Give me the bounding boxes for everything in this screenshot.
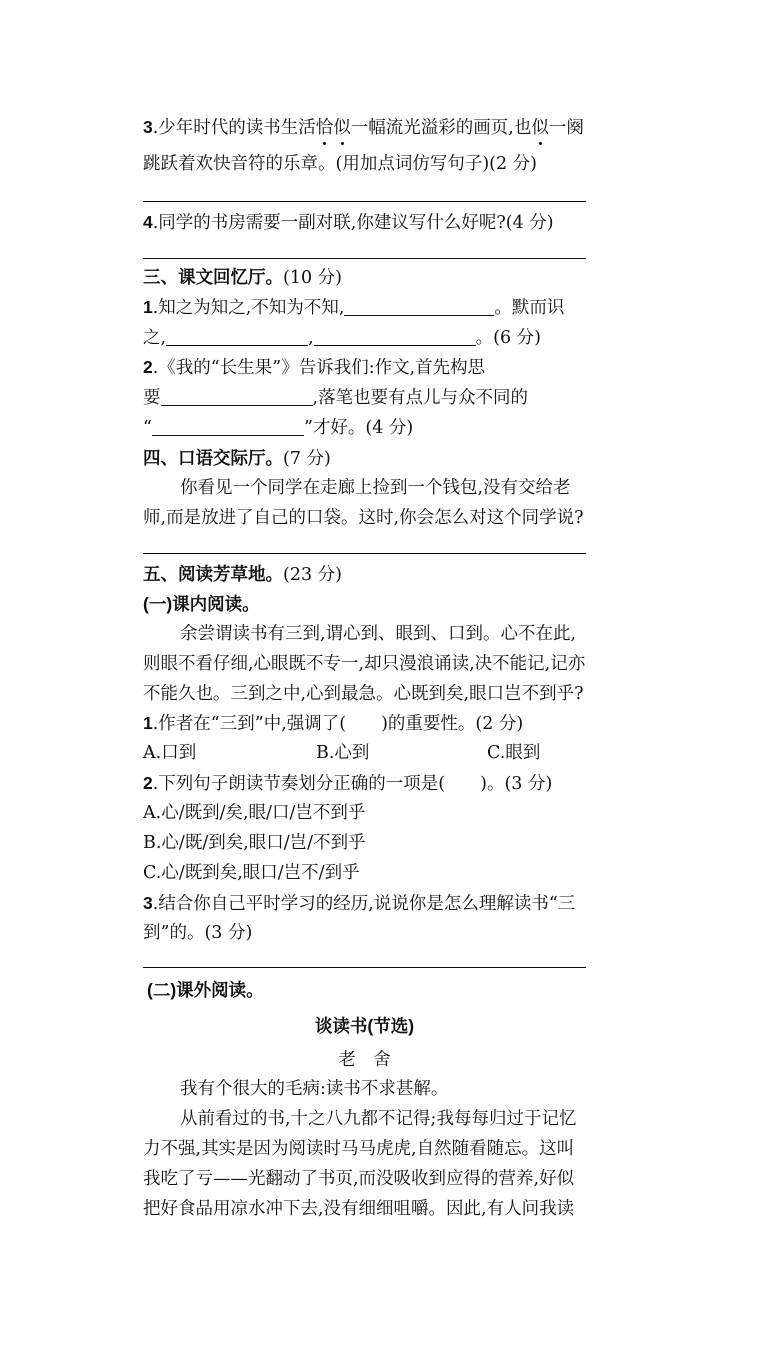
q3-text-b: 一幅流光溢彩的画页,也 (350, 118, 532, 138)
sec5-passage-line2: 则眼不看仔细,心眼既不专一,却只漫浪诵读,决不能记,记亦 (143, 654, 586, 674)
q4-number: 4 (143, 212, 153, 232)
q3-number: 3 (143, 117, 153, 137)
q3-line1 (143, 115, 584, 140)
sec3-q1-text-a: .知之为知之,不知为不知, (152, 298, 345, 318)
article-p2-line3: 我吃了亏——光翻动了书页,而没吸收到应得的营养,好似 (143, 1169, 575, 1189)
sec4-paragraph-line2: 师,而是放进了自己的口袋。这时,你会怎么对这个同学说? (143, 508, 584, 528)
sec5-q2-number: 2 (143, 773, 153, 793)
sec5-passage-line3: 不能久也。三到之中,心到最急。心既到矣,眼口岂不到乎? (143, 684, 584, 704)
sec3-q1-blank-2[interactable] (166, 325, 308, 346)
sec3-q2-blank-2[interactable] (152, 415, 304, 436)
sec3-heading (143, 265, 342, 290)
article-title: 谈读书(节选) (314, 1016, 415, 1036)
sec3-q1-number: 1 (143, 297, 153, 317)
sec5-q1-number: 1 (143, 713, 153, 733)
sec5-q2-option-b[interactable]: B.心/既/到矣,眼口/岂/不到乎 (143, 833, 366, 853)
q3-dotted-char-1: 恰 (315, 118, 334, 138)
sec5-q2-option-a[interactable]: A.心/既到/矣,眼/口/岂不到乎 (143, 803, 366, 823)
q3-answer-line (143, 201, 586, 202)
sec5-part2-heading: (二)课外阅读。 (147, 980, 264, 1000)
q3-text-a: .少年时代的读书生活 (152, 118, 316, 138)
sec5-q1-line (143, 711, 523, 736)
sec3-score: (10 分) (283, 268, 342, 288)
sec5-heading (143, 562, 342, 587)
sec3-q2-text-d: “ (143, 418, 152, 438)
sec4-answer-line (143, 553, 586, 554)
article-p2-line1: 从前看过的书,十之八九都不记得;我每每归过于记忆 (180, 1109, 577, 1129)
sec5-q2-line (143, 771, 552, 796)
sec3-q2-line1 (143, 355, 485, 380)
sec5-passage-line1: 余尝谓读书有三到,谓心到、眼到、口到。心不在此, (180, 624, 577, 644)
sec3-q1-line2 (143, 325, 541, 350)
sec5-q3-number: 3 (143, 893, 153, 913)
sec5-q2-option-c[interactable]: C.心/既到矣,眼口/岂不/到乎 (143, 863, 360, 883)
article-p2-line4: 把好食品用凉水冲下去,没有细细咀嚼。因此,有人问我读 (143, 1199, 575, 1219)
q3-dotted-char-2: 似 (333, 118, 351, 138)
sec3-q1-line1 (143, 295, 564, 320)
sec5-q2-text: .下列句子朗读节奏划分正确的一项是( )。(3 分) (152, 774, 553, 794)
sec5-q1-option-c[interactable]: C.眼到 (487, 743, 541, 763)
sec3-title: 三、课文回忆厅。 (143, 267, 283, 287)
sec3-q1-blank-3[interactable] (314, 325, 476, 346)
sec3-q1-text-e: 。(6 分) (475, 328, 542, 348)
sec3-q2-text-a: .《我的“长生果”》告诉我们:作文,首先构思 (152, 358, 486, 378)
q3-text-c: 一阕 (548, 118, 584, 138)
sec5-q1-option-b[interactable]: B.心到 (316, 743, 370, 763)
sec5-title: 五、阅读芳草地。 (143, 564, 283, 584)
sec3-q1-text-d: , (308, 328, 314, 348)
sec3-q2-text-b: 要 (143, 388, 161, 408)
sec3-q1-blank-1[interactable] (344, 295, 494, 316)
q3-line2: 跳跃着欢快音符的乐章。(用加点词仿写句子)(2 分) (143, 154, 538, 174)
sec4-title: 四、口语交际厅。 (143, 448, 283, 468)
article-author: 老 舍 (338, 1050, 391, 1070)
sec3-q2-line2 (143, 385, 528, 410)
sec3-q2-text-c: ,落笔也要有点儿与众不同的 (312, 388, 529, 408)
sec4-paragraph-line1: 你看见一个同学在走廊上捡到一个钱包,没有交给老 (180, 478, 571, 498)
sec5-q3-answer-line (143, 967, 586, 968)
sec5-q3-text: .结合你自己平时学习的经历,说说你是怎么理解读书“三 (152, 894, 576, 914)
article-p2-line2: 力不强,其实是因为阅读时马马虎虎,自然随看随忘。这叫 (143, 1139, 575, 1159)
q4-line (143, 210, 554, 235)
sec5-q1-text: .作者在“三到”中,强调了( )的重要性。(2 分) (152, 714, 524, 734)
sec4-score: (7 分) (283, 449, 331, 469)
sec3-q2-blank-1[interactable] (161, 385, 313, 406)
sec3-q2-number: 2 (143, 357, 153, 377)
q4-text: .同学的书房需要一副对联,你建议写什么好呢?(4 分) (152, 213, 554, 233)
sec3-q1-text-b: 。默而识 (494, 298, 565, 318)
sec3-q2-line3 (143, 415, 413, 440)
sec5-score: (23 分) (283, 565, 342, 585)
q4-answer-line (143, 258, 586, 259)
sec5-q3-line1 (143, 891, 575, 916)
q3-dotted-char-3: 似 (531, 118, 549, 138)
sec5-part1-heading: (一)课内阅读。 (143, 594, 260, 614)
sec5-q3-line2: 到”的。(3 分) (143, 923, 253, 943)
article-p1: 我有个很大的毛病:读书不求甚解。 (180, 1079, 449, 1099)
sec3-q1-text-c: 之, (143, 328, 167, 348)
sec4-heading (143, 446, 331, 471)
sec3-q2-text-e: ”才好。(4 分) (303, 418, 414, 438)
sec5-q1-option-a[interactable]: A.口到 (143, 743, 197, 763)
